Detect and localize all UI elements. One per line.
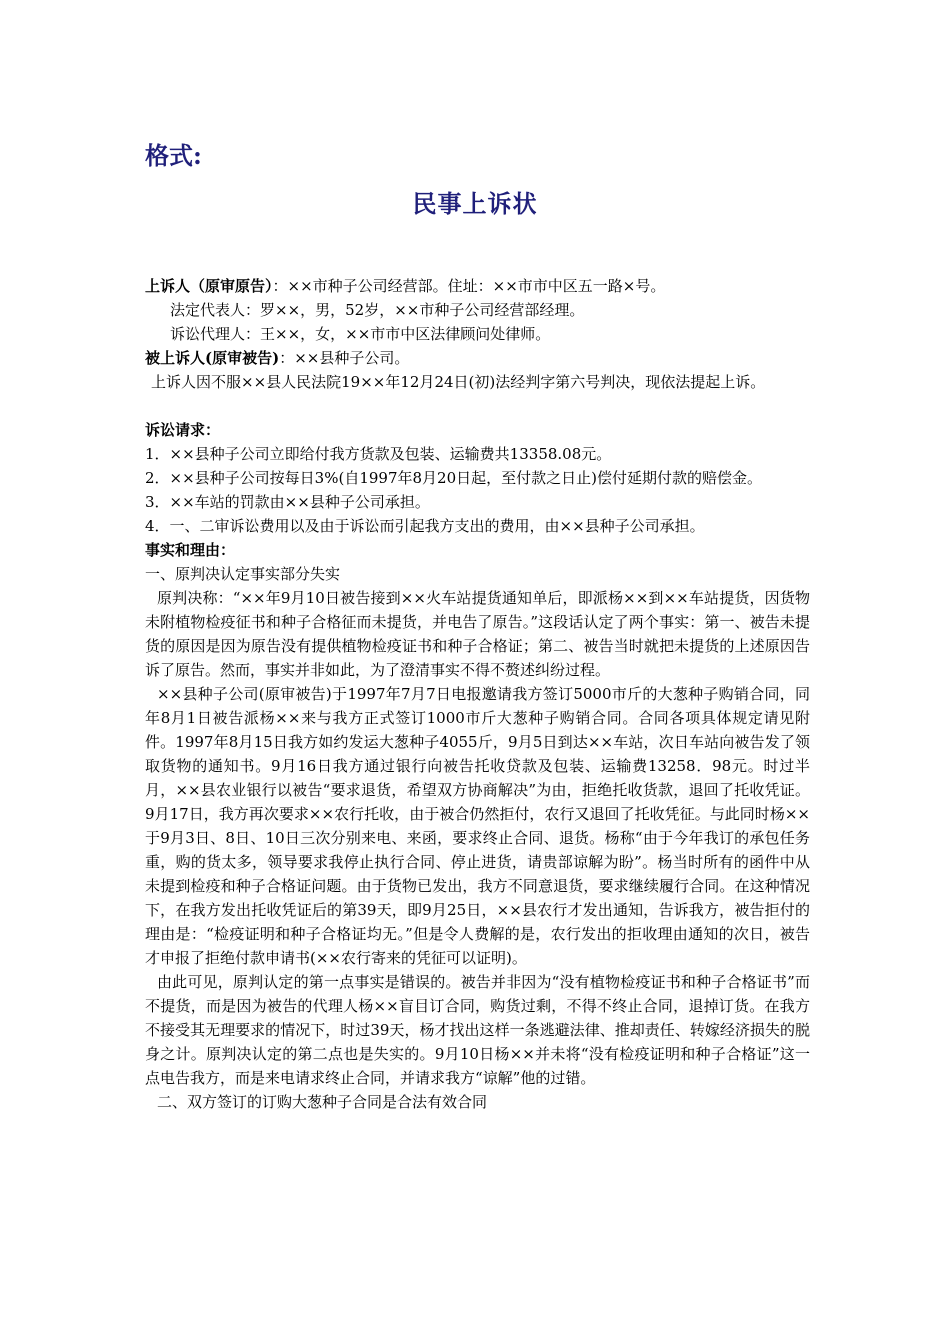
- appellant-text: ：××市种子公司经营部。住址：××市市中区五一路×号。: [272, 277, 666, 295]
- section-heading-1: 一、原判决认定事实部分失实: [145, 565, 341, 583]
- spacer: [145, 394, 810, 418]
- appeal-statement: 上诉人因不服××县人民法院19××年12月24日(初)法经判字第六号判决，现依法提起上诉。: [151, 373, 766, 391]
- facts-heading: 事实和理由：: [145, 541, 236, 559]
- document-title: 民事上诉状: [412, 189, 538, 218]
- facts-paragraph-2: ××县种子公司(原审被告)于1997年7月7日电报邀请我方签订5000市斤的大葱种子购销合同，同年8月1日被告派杨××来与我方正式签订1000市斤大葱种子购销合同。合同各项具体规定请见附件。1997年8月15日我方如约发运大葱种子4055斤，9月5日到达××车站，次日车站向被告发了领取货物的通知书。9月16日我方通过银行向被告托收贷款及包装、运输费13258．98元。时过半月，××县农业银行以被告“要求退货，希望双方协商解决”为由，拒绝托收货款，退回了托收凭证。9月17日，我方再次要求××农行托收，由于被合仍然拒付，农行又退回了托收凭征。与此同时杨××于9月3日、8日、10日三次分别来电、来函，要求终止合同、退货。杨称“由于今年我订的承包任务重，购的货太多，领导要求我停止执行合同、停止进货，请贵部谅解为盼”。杨当时所有的函件中从未提到检疫和种子合格证问题。由于货物已发出，我方不同意退货，要求继续履行合同。在这种情况下，在我方发出托收凭证后的第39天，即9月25日，××县农行才发出通知，告诉我方，被告拒付的理由是：“检疫证明和种子合格证均无。”但是令人费解的是，农行发出的拒收理由通知的次日，被告才申报了拒绝付款申请书(××农行寄来的凭征可以证明)。: [145, 685, 810, 967]
- claim-item: 3．××车站的罚款由××县种子公司承担。: [145, 493, 430, 511]
- appellant-line: [145, 274, 810, 298]
- format-label: 格式:: [145, 141, 202, 170]
- legal-representative-line: 法定代表人：罗××，男，52岁，××市种子公司经营部经理。: [170, 301, 585, 319]
- appellee-text: ：××县种子公司。: [279, 349, 410, 367]
- facts-paragraph-3: 由此可见，原判认定的第一点事实是错误的。被告并非因为“没有植物检疫证书和种子合格证书”而不提货，而是因为被告的代理人杨××盲目订合同，购货过剩，不得不终止合同，退掉订货。在我方不接受其无理要求的情况下，时过39天，杨才找出这样一条逃避法律、推却责任、转嫁经济损失的脱身之计。原判决认定的第二点也是失实的。9月10日杨××并未将“没有检疫证明和种子合格证”这一点电告我方，而是来电请求终止合同，并请求我方“谅解”他的过错。: [145, 973, 810, 1087]
- document-body: [145, 274, 810, 1114]
- section-heading-2: 二、双方签订的订购大葱种子合同是合法有效合同: [157, 1093, 488, 1111]
- claim-item: 4．一、二审诉讼费用以及由于诉讼而引起我方支出的费用，由××县种子公司承担。: [145, 517, 705, 535]
- facts-paragraphs: [145, 586, 810, 1090]
- claim-item: 2．××县种子公司按每日3%(自1997年8月20日起，至付款之日止)偿付延期付款的赔偿金。: [145, 469, 762, 487]
- agent-line: 诉讼代理人：王××，女，××市市中区法律顾问处律师。: [170, 325, 551, 343]
- facts-paragraph-1: 原判决称：“××年9月10日被告接到××火车站提货通知单后，即派杨××到××车站提货，因货物未附植物检疫征书和种子合格征而未提货，并电告了原告。”这段话认定了两个事实：第一、被告未提货的原因是因为原告没有提供植物检疫证书和种子合格证；第二、被告当时就把未提货的上述原因告诉了原告。然而，事实并非如此，为了澄清事实不得不赘述纠纷过程。: [145, 589, 810, 679]
- claims-heading: 诉讼请求：: [145, 421, 221, 439]
- appellee-line: [145, 346, 810, 370]
- claim-item: 1．××县种子公司立即给付我方货款及包装、运输费共13358.08元。: [145, 445, 612, 463]
- appellee-label: 被上诉人(原审被告): [145, 349, 280, 367]
- appellant-label: 上诉人（原审原告）: [145, 277, 273, 295]
